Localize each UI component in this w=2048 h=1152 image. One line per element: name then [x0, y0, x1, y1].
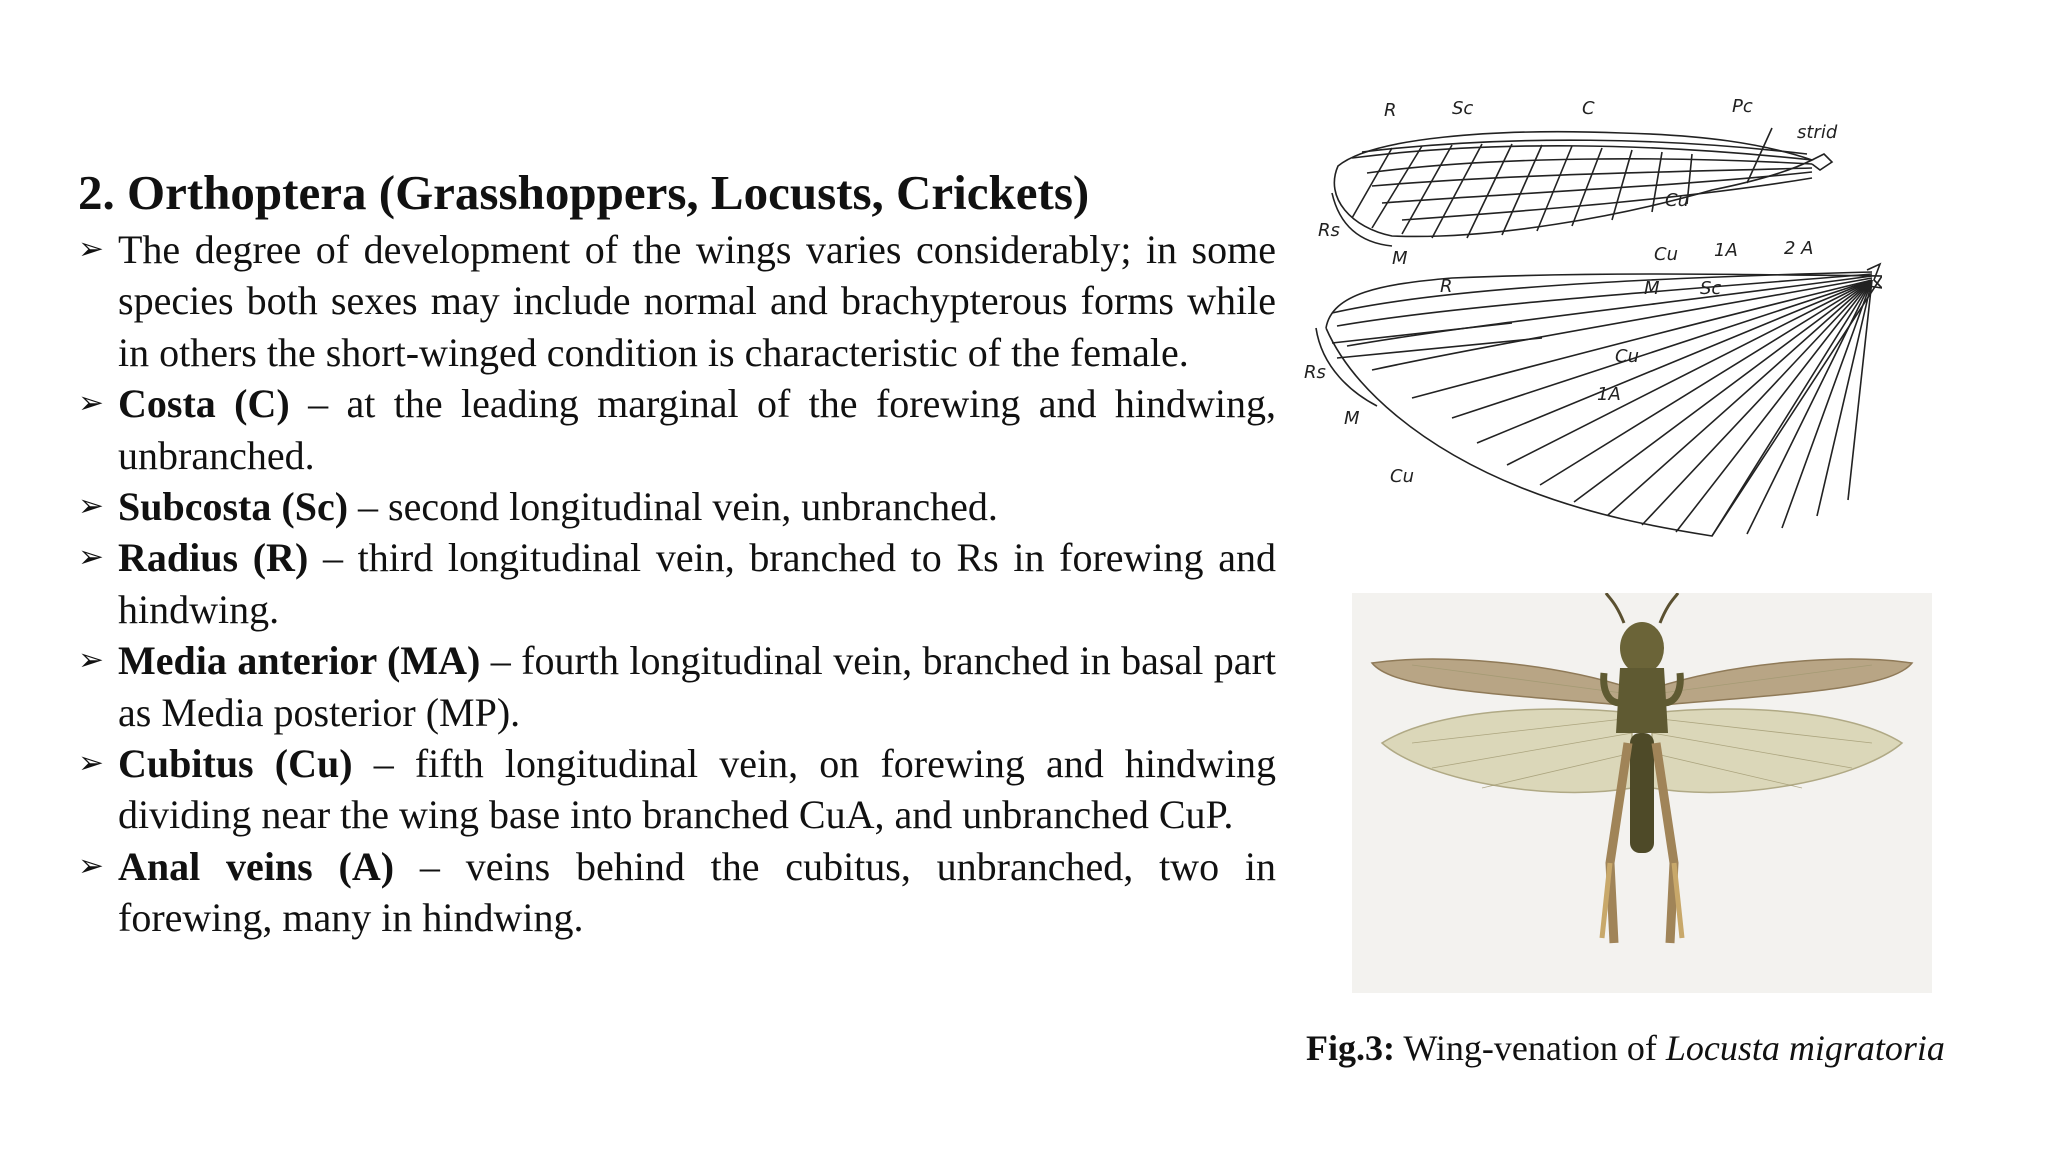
- bullet-text: – veins behind the cubitus, unbranched, two in forewing, many in hindwing.: [118, 843, 1276, 941]
- arrow-bullet-icon: ➢: [78, 847, 104, 884]
- bullet-text: – third longitudinal vein, branched to Rs in forewing and hindwing.: [118, 535, 1276, 632]
- caption-species: Locusta migratoria: [1665, 1028, 1945, 1068]
- bullet-term: Costa (C): [118, 381, 290, 427]
- label-forewing-1a: 1A: [1714, 240, 1738, 261]
- figure-caption: [1306, 1026, 1945, 1070]
- arrow-bullet-icon: ➢: [78, 539, 104, 576]
- bullet-term: Cubitus (Cu): [118, 741, 353, 787]
- list-item: [78, 635, 1276, 738]
- label-hindwing-r1: R: [1440, 276, 1453, 297]
- label-forewing-r1: R: [1384, 100, 1397, 121]
- label-hindwing-sc: Sc: [1700, 278, 1722, 299]
- bullet-term: Subcosta (Sc): [118, 484, 349, 530]
- bullet-text: – at the leading marginal of the forewing and hindwing, unbranched.: [118, 381, 1276, 478]
- label-forewing-cu2: Cu: [1654, 244, 1678, 265]
- bullet-text: – fifth longitudinal vein, on forewing and hindwing dividing near the wing base into branched CuA, and unbranched CuP.: [118, 741, 1276, 838]
- list-item: [78, 481, 1276, 532]
- bullet-text: The degree of development of the wings varies considerably; in some species both sexes may include normal and brachypterous forms while in others the short-winged condition is characteristic of the female.: [118, 227, 1276, 375]
- label-hindwing-cu2: Cu: [1390, 466, 1414, 487]
- label-hindwing-1a: 1A: [1597, 384, 1621, 405]
- list-item: [78, 841, 1276, 944]
- caption-text: Wing-venation of: [1394, 1028, 1666, 1068]
- label-forewing-sc: Sc: [1452, 98, 1474, 119]
- list-item: [78, 378, 1276, 481]
- arrow-bullet-icon: ➢: [78, 231, 104, 267]
- bullet-term: Radius (R): [118, 535, 309, 581]
- arrow-bullet-icon: ➢: [78, 488, 104, 525]
- list-item: [78, 224, 1276, 378]
- arrow-bullet-icon: ➢: [78, 642, 104, 679]
- label-forewing-cu1: Cu: [1665, 190, 1689, 211]
- arrow-bullet-icon: ➢: [78, 385, 104, 422]
- vein-list: [78, 224, 1276, 944]
- list-item: [78, 532, 1276, 635]
- locust-photo: [1352, 593, 1932, 993]
- list-item: [78, 738, 1276, 841]
- label-forewing-2a: 2 A: [1784, 238, 1814, 259]
- bullet-term: Anal veins (A): [118, 843, 395, 889]
- wing-venation-diagram: [1292, 88, 1882, 568]
- caption-label: Fig.3:: [1306, 1028, 1395, 1068]
- arrow-bullet-icon: ➢: [78, 745, 104, 782]
- bullet-text: – second longitudinal vein, unbranched.: [348, 484, 998, 530]
- label-forewing-m: M: [1392, 248, 1408, 269]
- bullet-text: – fourth longitudinal vein, branched in basal part as Media posterior (MP).: [118, 638, 1276, 735]
- label-forewing-c: C: [1582, 98, 1595, 119]
- label-forewing-strid: strid: [1797, 122, 1838, 143]
- label-hindwing-cu1: Cu: [1615, 346, 1639, 367]
- label-hindwing-m2: M: [1344, 408, 1360, 429]
- label-forewing-pc: Pc: [1732, 96, 1753, 117]
- slide-title: 2. Orthoptera (Grasshoppers, Locusts, Crickets): [78, 165, 1090, 220]
- label-hindwing-m: M: [1644, 278, 1660, 299]
- label-forewing-rs: Rs: [1318, 220, 1340, 241]
- label-hindwing-rs: Rs: [1304, 362, 1326, 383]
- forewing-drawing: [1332, 128, 1832, 246]
- bullet-term: Media anterior (MA): [118, 638, 481, 684]
